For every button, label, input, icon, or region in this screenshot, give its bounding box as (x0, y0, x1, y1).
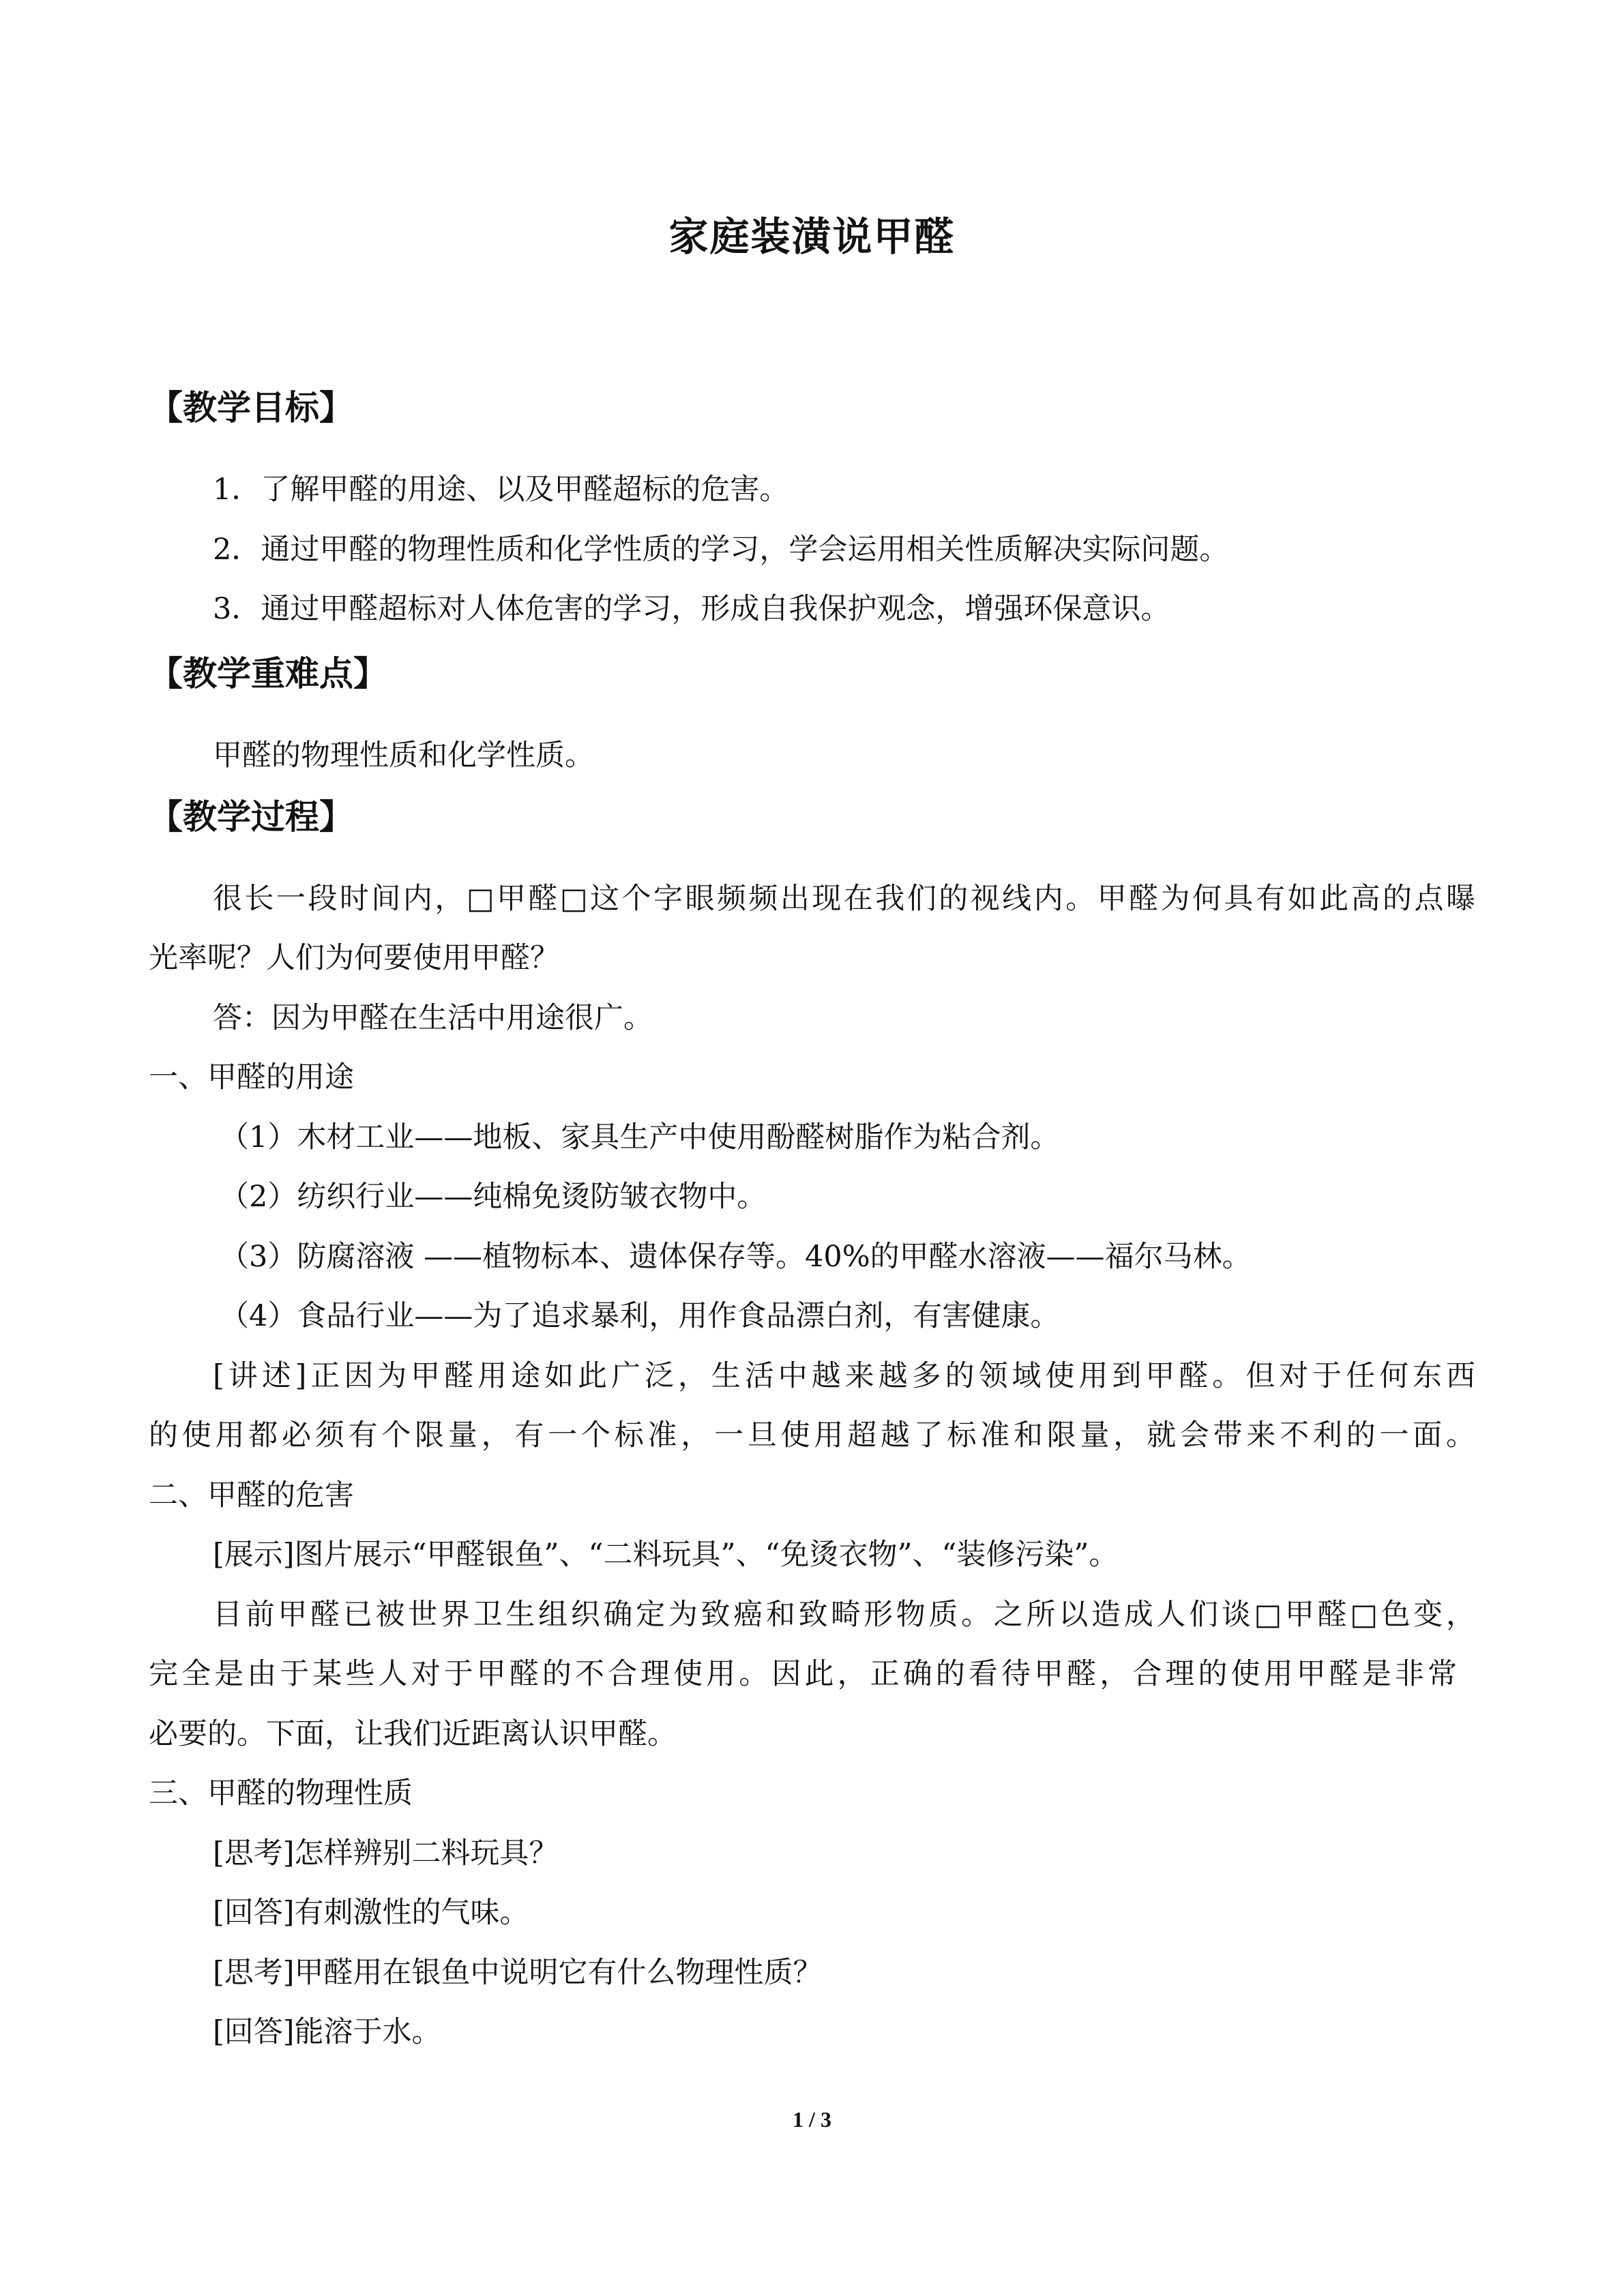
objective-item-2: 2．通过甲醛的物理性质和化学性质的学习，学会运用相关性质解决实际问题。 (213, 533, 1229, 567)
physical-question-1: [思考]怎样辨别二料玩具？ (213, 1836, 559, 1870)
lecture-line-1: [讲述]正因为甲醛用途如此广泛，生活中越来越多的领域使用到甲醛。但对于任何东西 (213, 1359, 1475, 1393)
objective-item-3: 3．通过甲醛超标对人体危害的学习，形成自我保护观念，增强环保意识。 (213, 592, 1170, 626)
physical-answer-1: [回答]有刺激性的气味。 (213, 1896, 529, 1930)
use-item-3: （3）防腐溶液 ——植物标本、遗体保存等。40%的甲醛水溶液——福尔马林。 (220, 1240, 1252, 1274)
physical-answer-2: [回答]能溶于水。 (213, 2015, 441, 2049)
document-title: 家庭装潢说甲醛 (668, 213, 956, 260)
hazards-para-line-3: 必要的。下面，让我们近距离认识甲醛。 (149, 1717, 677, 1751)
process-intro-line-2: 光率呢？人们为何要使用甲醛？ (149, 941, 559, 975)
hazards-display: [展示]图片展示“甲醛银鱼”、“二料玩具”、“免烫衣物”、“装修污染”。 (213, 1538, 1119, 1572)
hazards-heading: 二、甲醛的危害 (149, 1478, 354, 1512)
hazards-para-line-1: 目前甲醛已被世界卫生组织确定为致癌和致畸形物质。之所以造成人们谈□甲醛□色变， (213, 1598, 1475, 1632)
use-item-1: （1）木材工业——地板、家具生产中使用酚醛树脂作为粘合剂。 (220, 1120, 1060, 1154)
use-item-4: （4）食品行业——为了追求暴利，用作食品漂白剂，有害健康。 (220, 1299, 1060, 1333)
heading-objectives: 【教学目标】 (149, 388, 353, 428)
key-points-text: 甲醛的物理性质和化学性质。 (213, 739, 594, 773)
page-number: 1 / 3 (793, 2107, 831, 2132)
process-answer: 答：因为甲醛在生活中用途很广。 (213, 1001, 653, 1035)
uses-heading: 一、甲醛的用途 (149, 1060, 354, 1094)
use-item-2: （2）纺织行业——纯棉免烫防皱衣物中。 (220, 1180, 767, 1214)
process-intro-line-1: 很长一段时间内，□甲醛□这个字眼频频出现在我们的视线内。甲醛为何具有如此高的点曝 (213, 882, 1475, 916)
heading-process: 【教学过程】 (149, 797, 353, 837)
lecture-line-2: 的使用都必须有个限量，有一个标准，一旦使用超越了标准和限量，就会带来不利的一面。 (149, 1418, 1475, 1452)
physical-question-2: [思考]甲醛用在银鱼中说明它有什么物理性质？ (213, 1956, 823, 1990)
objective-item-1: 1．了解甲醛的用途、以及甲醛超标的危害。 (213, 473, 789, 507)
hazards-para-line-2: 完全是由于某些人对于甲醛的不合理使用。因此，正确的看待甲醛，合理的使用甲醛是非常 (149, 1657, 1457, 1691)
physical-heading: 三、甲醛的物理性质 (149, 1776, 413, 1810)
heading-key-points: 【教学重难点】 (149, 654, 387, 694)
